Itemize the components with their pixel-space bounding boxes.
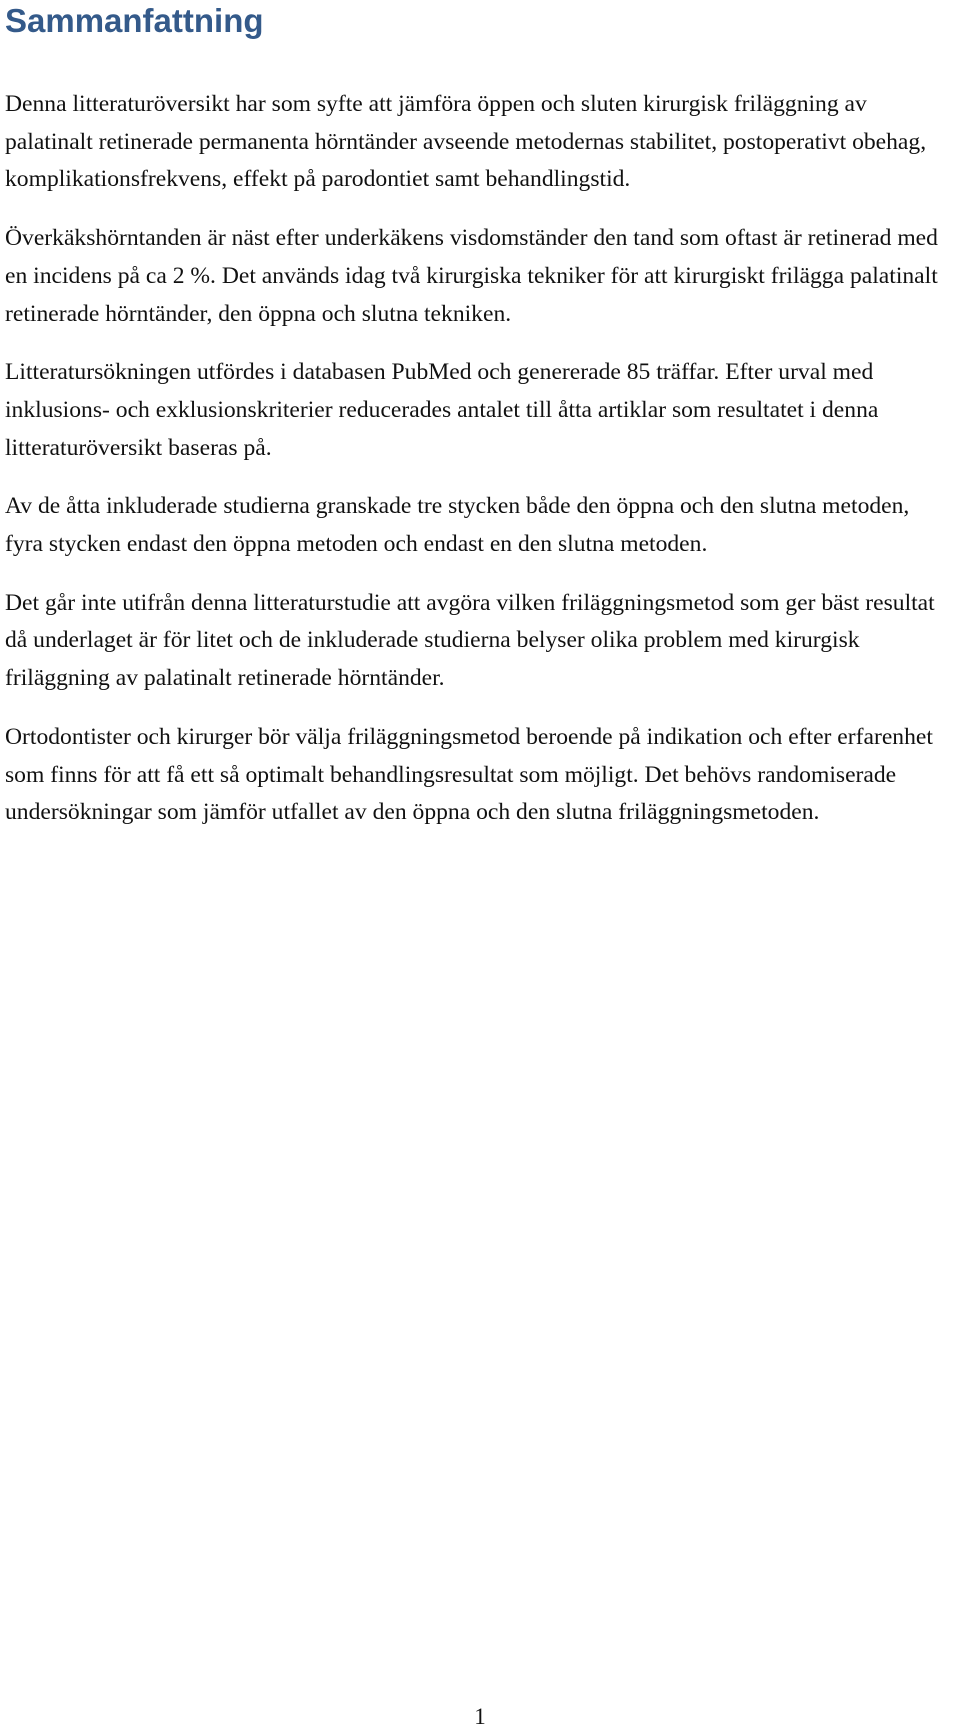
paragraph-studies: Av de åtta inkluderade studierna granskade tre stycken både den öppna och den slutna metoden, fyra stycken endast den öppna metoden och endast en den slutna metoden. bbox=[5, 493, 910, 558]
page-number: 1 bbox=[474, 1704, 486, 1729]
page-heading: Sammanfattning bbox=[5, 2, 264, 39]
paragraph-search: Litteratursökningen utfördes i databasen PubMed och genererade 85 träffar. Efter urval med inklusions- och exklusionskriterier reducerades antalet till åtta artiklar som resultatet i denna litteraturöversikt baseras på. bbox=[5, 359, 879, 461]
paragraph-conclusion: Det går inte utifrån denna litteraturstudie att avgöra vilken friläggningsmetod som ger bäst resultat då underlaget är för litet och de inkluderade studierna belyser olika problem med kirurgisk friläggning av palatinalt retinerade hörntänder. bbox=[5, 589, 935, 692]
paragraph-recommendation: Ortodontister och kirurger bör välja friläggningsmetod beroende på indikation och efter erfarenhet som finns för att få ett så optimalt behandlingsresultat som möjligt. Det behövs randomiserade undersökningar som jämför utfallet av den öppna och den slutna friläggningsmetoden. bbox=[5, 723, 933, 826]
paragraph-background: Överkäkshörntanden är näst efter underkäkens visdomständer den tand som oftast är retinerad med en incidens på ca 2 %. Det används idag två kirurgiska tekniker för att kirurgiskt frilägga palatinalt retinerade hörntänder, den öppna och slutna tekniken. bbox=[5, 225, 938, 327]
summary-body bbox=[5, 86, 950, 853]
paragraph-purpose: Denna litteraturöversikt har som syfte att jämföra öppen och sluten kirurgisk friläggning av palatinalt retinerade permanenta hörntänder avseende metodernas stabilitet, postoperativt obehag, komplikationsfrekvens, effekt på parodontiet samt behandlingstid. bbox=[5, 91, 927, 193]
